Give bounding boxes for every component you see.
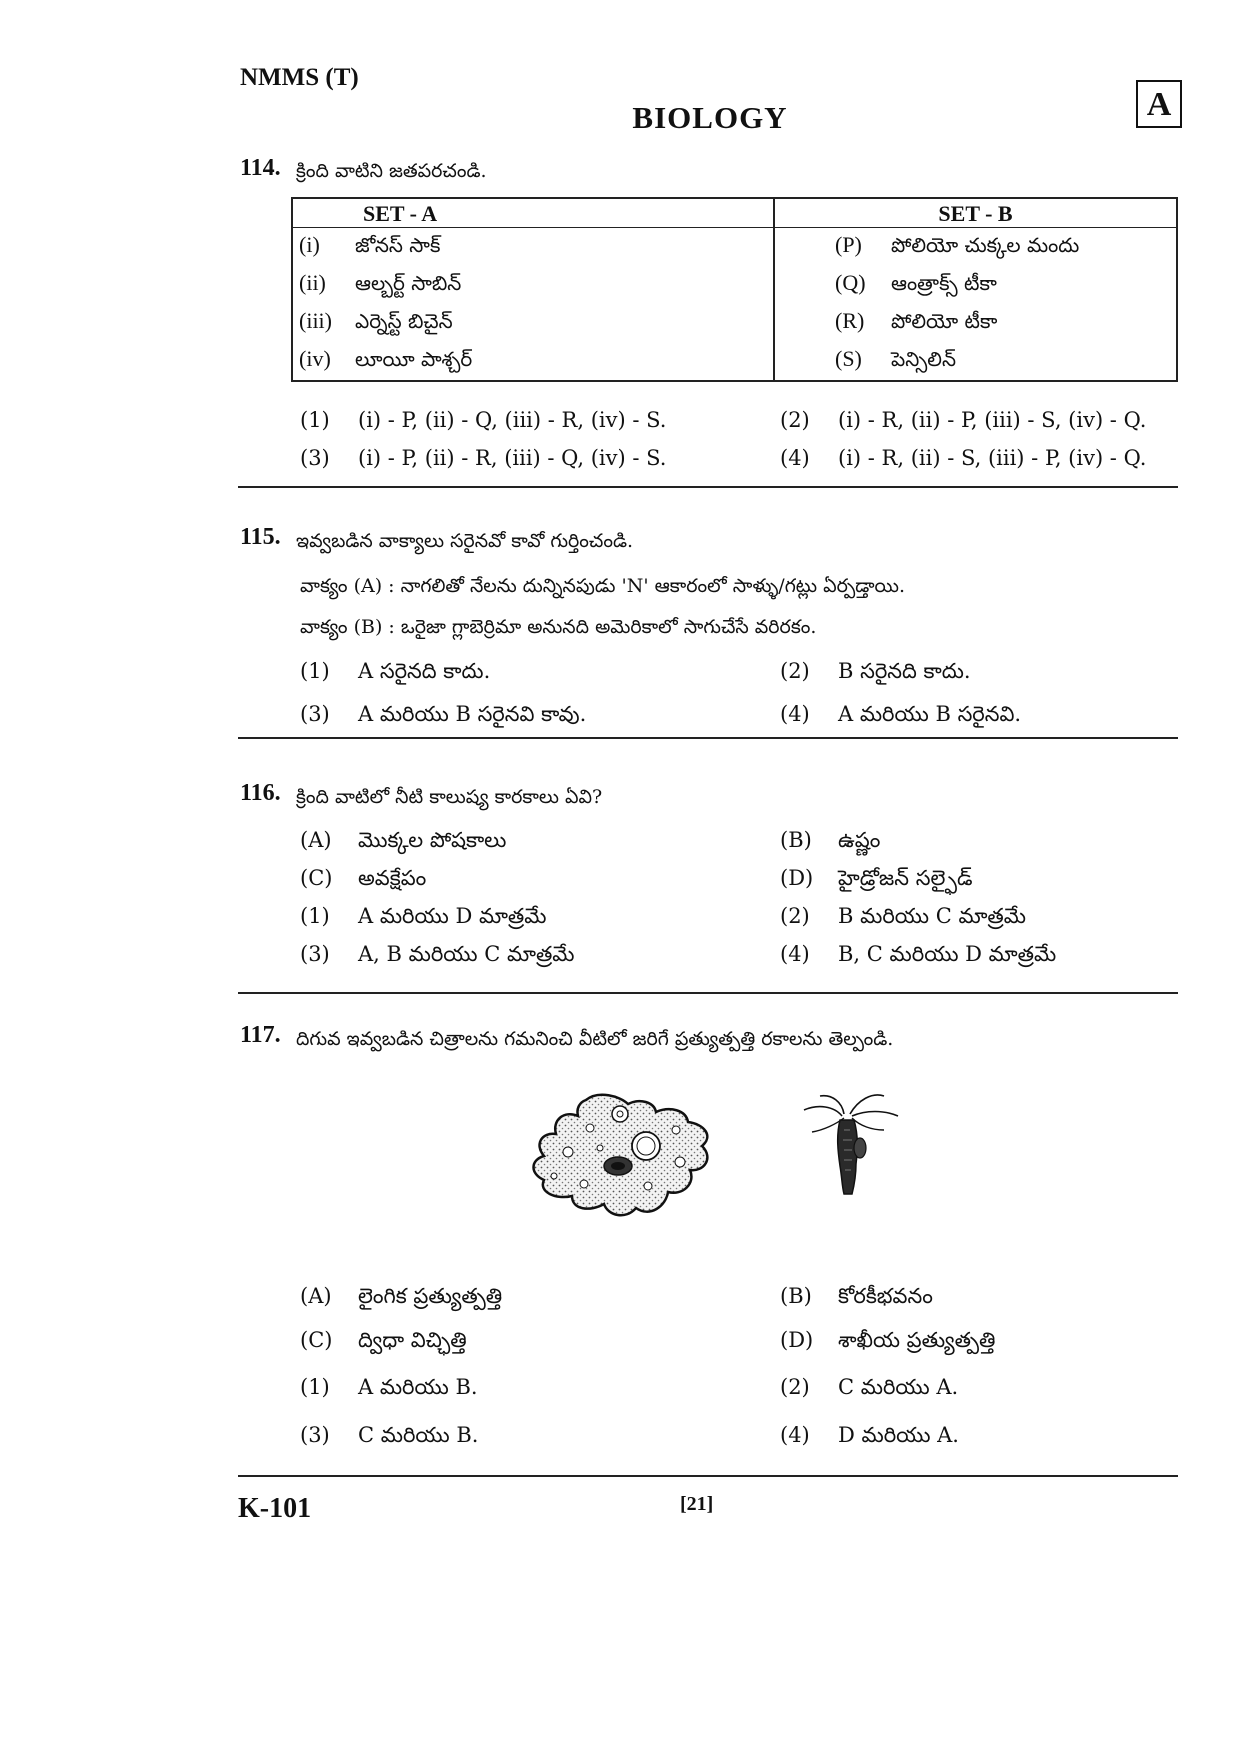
q116-option-4[interactable]: (4) B, C మరియు D మాత్రమే xyxy=(780,942,1057,966)
q117-option-1[interactable]: (1) A మరియు B. xyxy=(300,1375,478,1399)
set-b-header: SET - B xyxy=(774,198,1177,228)
q114-option-4[interactable]: (4) (i) - R, (ii) - S, (iii) - P, (iv) - Q. xyxy=(780,446,1147,470)
q115-option-1[interactable]: (1) A సరైనది కాదు. xyxy=(300,659,491,683)
q117-option-2[interactable]: (2) C మరియు A. xyxy=(780,1375,959,1399)
divider xyxy=(238,992,1178,994)
footer-divider xyxy=(238,1475,1178,1477)
q115-statement-b: వాక్యం (B) : ఒరైజా గ్లాబెర్రిమా అనునది అమెరికాలో సాగుచేసే వరిరకం. xyxy=(300,616,817,638)
q114-number: 114. xyxy=(240,155,281,181)
booklet-code: K-101 xyxy=(238,1493,312,1524)
set-a-row: (i) జోనస్ సాక్ xyxy=(292,228,774,267)
q116-item-c: (C) అవక్షేపం xyxy=(300,866,427,890)
q115-text: ఇవ్వబడిన వాక్యాలు సరైనవో కావో గుర్తించండి. xyxy=(296,530,634,552)
set-b-row: (P) పోలియో చుక్కల మందు xyxy=(774,228,1177,267)
q116-item-a: (A) మొక్కల పోషకాలు xyxy=(300,828,507,852)
q115-number: 115. xyxy=(240,524,281,550)
divider xyxy=(238,486,1178,488)
subject-title: BIOLOGY xyxy=(632,100,788,135)
q117-option-4[interactable]: (4) D మరియు A. xyxy=(780,1423,959,1447)
q114-option-1[interactable]: (1) (i) - P, (ii) - Q, (iii) - R, (iv) - S. xyxy=(300,408,667,432)
set-b-row: (Q) ఆంత్రాక్స్ టీకా xyxy=(774,266,1177,304)
amoeba-illustration xyxy=(528,1088,718,1224)
q116-text: క్రింది వాటిలో నీటి కాలుష్య కారకాలు ఏవి? xyxy=(296,786,603,808)
q116-item-d: (D) హైడ్రోజన్ సల్ఫైడ్ xyxy=(780,866,973,890)
set-b-row: (R) పోలియో టీకా xyxy=(774,304,1177,342)
page-number: [21] xyxy=(680,1493,714,1515)
q115-option-4[interactable]: (4) A మరియు B సరైనవి. xyxy=(780,702,1022,726)
q114-option-3[interactable]: (3) (i) - P, (ii) - R, (iii) - Q, (iv) - S. xyxy=(300,446,667,470)
set-a-header: SET - A xyxy=(292,198,774,228)
set-a-row: (ii) ఆల్బర్ట్ సాబిన్ xyxy=(292,266,774,304)
q116-option-3[interactable]: (3) A, B మరియు C మాత్రమే xyxy=(300,942,575,966)
q117-option-3[interactable]: (3) C మరియు B. xyxy=(300,1423,479,1447)
q116-number: 116. xyxy=(240,780,281,806)
q114-option-2[interactable]: (2) (i) - R, (ii) - P, (iii) - S, (iv) - Q. xyxy=(780,408,1147,432)
divider xyxy=(238,737,1178,739)
q115-option-2[interactable]: (2) B సరైనది కాదు. xyxy=(780,659,971,683)
q117-item-b: (B) కోరకీభవనం xyxy=(780,1284,933,1308)
q117-number: 117. xyxy=(240,1022,281,1048)
q114-match-table xyxy=(291,197,1178,382)
q117-item-d: (D) శాఖీయ ప్రత్యుత్పత్తి xyxy=(780,1328,996,1352)
q116-option-2[interactable]: (2) B మరియు C మాత్రమే xyxy=(780,904,1026,928)
q116-item-b: (B) ఉష్ణం xyxy=(780,828,881,852)
q117-item-c: (C) ద్విధా విచ్ఛిత్తి xyxy=(300,1328,467,1352)
set-b-row: (S) పెన్సిలిన్ xyxy=(774,342,1177,381)
set-a-row: (iv) లూయీ పాశ్చర్ xyxy=(292,342,774,381)
exam-code: NMMS (T) xyxy=(240,64,359,91)
q115-option-3[interactable]: (3) A మరియు B సరైనవి కావు. xyxy=(300,702,587,726)
q117-item-a: (A) లైంగిక ప్రత్యుత్పత్తి xyxy=(300,1284,503,1308)
q117-text: దిగువ ఇవ్వబడిన చిత్రాలను గమనించి వీటిలో జరిగే ప్రత్యుత్పత్తి రకాలను తెల్పండి. xyxy=(296,1028,894,1050)
q114-text: క్రింది వాటిని జతపరచండి. xyxy=(296,160,487,182)
hydra-illustration xyxy=(798,1086,904,1198)
set-code-box: A xyxy=(1136,80,1182,128)
q115-statement-a: వాక్యం (A) : నాగలితో నేలను దున్నినపుడు 'N' ఆకారంలో సాళ్ళు/గట్లు ఏర్పడ్తాయి. xyxy=(300,575,906,597)
set-a-row: (iii) ఎర్నెస్ట్ బిచైన్ xyxy=(292,304,774,342)
q116-option-1[interactable]: (1) A మరియు D మాత్రమే xyxy=(300,904,547,928)
